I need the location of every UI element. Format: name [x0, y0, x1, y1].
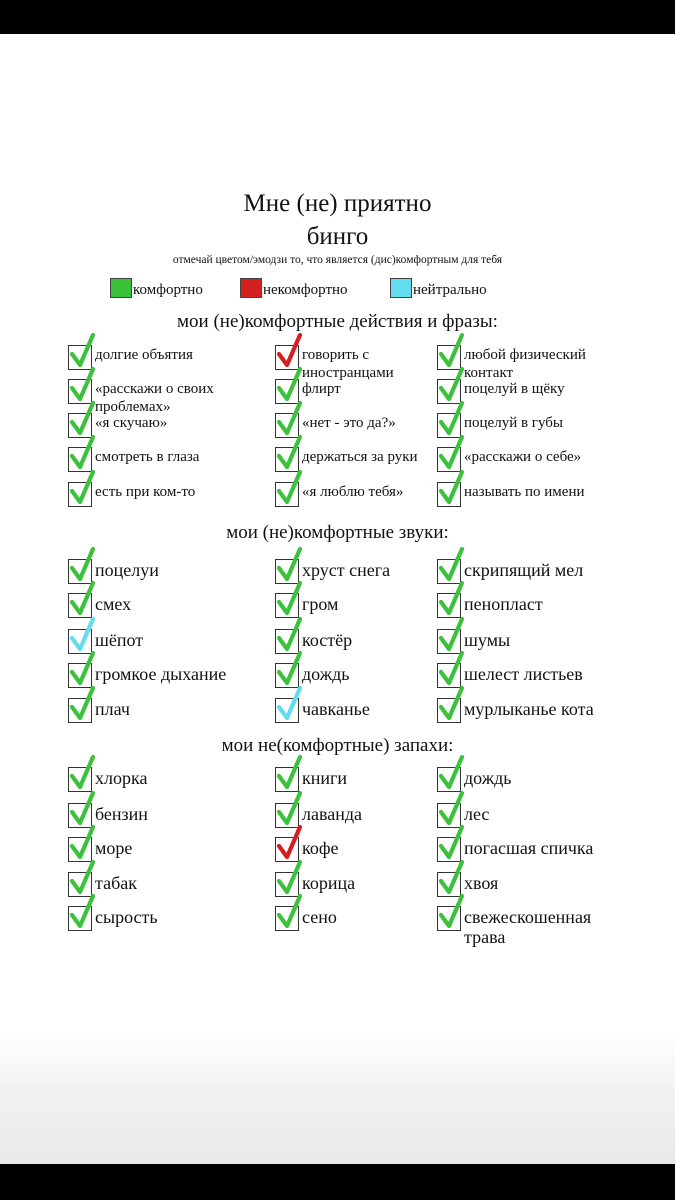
checkbox[interactable]	[275, 593, 299, 618]
checkbox[interactable]	[437, 379, 461, 404]
item-label-line: шелест листьев	[464, 664, 583, 684]
item-label-line: «нет - это да?»	[302, 415, 396, 431]
item-label	[464, 630, 510, 650]
item-label	[302, 594, 338, 614]
checkbox[interactable]	[437, 345, 461, 370]
checkbox[interactable]	[437, 906, 461, 931]
item-label-line: «я люблю тебя»	[302, 484, 404, 500]
item-label-line: смотреть в глаза	[95, 449, 200, 465]
section-title-actions: мои (не)комфортные действия и фразы:	[177, 311, 498, 332]
checkbox[interactable]	[275, 482, 299, 507]
item-label-line: «я скучаю»	[95, 415, 168, 431]
checkbox[interactable]	[68, 593, 92, 618]
red-swatch-icon	[240, 278, 262, 298]
subtitle: отмечай цветом/эмодзи то, что является (дис)комфортным для тебя	[172, 254, 503, 266]
checkbox[interactable]	[68, 803, 92, 828]
item-label	[95, 346, 193, 364]
checkbox[interactable]	[437, 482, 461, 507]
item-label	[464, 346, 586, 382]
checkbox[interactable]	[68, 629, 92, 654]
title-line-1: Мне (не) приятно	[243, 190, 432, 217]
item-label-line: поцелуй в губы	[464, 415, 563, 431]
checkbox[interactable]	[437, 698, 461, 723]
item-label-line: кофе	[302, 838, 339, 858]
item-label-line: «расскажи о себе»	[464, 449, 582, 465]
checkbox[interactable]	[68, 447, 92, 472]
title-line-2: бинго	[306, 223, 369, 250]
item-label	[302, 630, 352, 650]
item-label	[95, 804, 148, 824]
item-label	[302, 664, 350, 684]
checkbox[interactable]	[68, 482, 92, 507]
item-label-line: любой физический	[464, 347, 586, 363]
item-label	[95, 380, 214, 416]
item-label-line: поцелуй в щёку	[464, 381, 565, 397]
item-label-line: книги	[302, 768, 348, 788]
checkbox[interactable]	[437, 413, 461, 438]
checkbox[interactable]	[68, 767, 92, 792]
item-label-line: скрипящий мел	[464, 560, 584, 580]
item-label-line: держаться за руки	[302, 449, 418, 465]
item-label-line: долгие объятия	[95, 347, 193, 363]
section-title-smells: мои не(комфортные) запахи:	[221, 735, 454, 756]
item-label	[95, 448, 199, 466]
checkbox[interactable]	[437, 447, 461, 472]
item-label-line: чавканье	[302, 699, 370, 719]
checkbox[interactable]	[275, 906, 299, 931]
checkbox[interactable]	[437, 593, 461, 618]
item-label-line: лаванда	[302, 804, 363, 824]
bingo-sheet	[0, 34, 675, 1164]
item-label-line: костёр	[302, 630, 353, 650]
section-title-sounds: мои (не)комфортные звуки:	[226, 522, 449, 543]
item-label	[95, 699, 130, 719]
item-label-line: сырость	[95, 907, 158, 927]
bottom-fade	[0, 1034, 675, 1164]
item-label-line: корица	[302, 873, 356, 893]
item-label	[302, 560, 390, 580]
checkbox[interactable]	[275, 559, 299, 584]
checkbox[interactable]	[275, 837, 299, 862]
item-label	[302, 804, 362, 824]
item-label-line: контакт	[464, 365, 514, 381]
item-label-line: гром	[302, 594, 339, 614]
checkbox[interactable]	[437, 663, 461, 688]
item-label	[464, 907, 591, 947]
item-label-line: флирт	[302, 381, 341, 397]
item-label-line: пенопласт	[464, 594, 543, 614]
item-label-line: громкое дыхание	[95, 664, 227, 684]
item-label-line: иностранцами	[302, 365, 394, 381]
item-label	[464, 838, 593, 858]
item-label-line: лес	[464, 804, 490, 824]
checkbox[interactable]	[68, 663, 92, 688]
item-label	[464, 448, 581, 466]
checkbox[interactable]	[275, 345, 299, 370]
legend-label: нейтрально	[413, 282, 487, 298]
item-label	[464, 768, 512, 788]
checkbox[interactable]	[68, 413, 92, 438]
checkbox[interactable]	[68, 837, 92, 862]
item-label	[464, 414, 563, 432]
legend-item-neutral	[390, 278, 487, 299]
item-label	[95, 483, 195, 501]
green-swatch-icon	[110, 278, 132, 298]
checkbox[interactable]	[275, 413, 299, 438]
item-label	[464, 560, 583, 580]
item-label-line: сено	[302, 907, 337, 927]
item-label	[95, 414, 167, 432]
item-label	[302, 768, 347, 788]
item-label-line: плач	[95, 699, 130, 719]
item-label	[95, 560, 159, 580]
item-label	[464, 483, 585, 501]
item-label	[302, 838, 338, 858]
checkbox[interactable]	[275, 872, 299, 897]
legend-label: комфортно	[133, 282, 203, 298]
item-label	[95, 768, 147, 788]
item-label-line: дождь	[464, 768, 512, 788]
item-label-line: называть по имени	[464, 484, 585, 500]
checkbox[interactable]	[437, 629, 461, 654]
item-label-line: море	[95, 838, 133, 858]
checkbox[interactable]	[437, 559, 461, 584]
item-label-line: мурлыканье кота	[464, 699, 594, 719]
item-label-line: погасшая спичка	[464, 838, 594, 858]
item-label-line: бензин	[95, 804, 148, 824]
item-label-line: хруст снега	[302, 560, 391, 580]
checkbox[interactable]	[68, 559, 92, 584]
checkbox[interactable]	[68, 906, 92, 931]
checkbox[interactable]	[275, 698, 299, 723]
item-label-line: есть при ком-то	[95, 484, 196, 500]
item-label	[464, 873, 498, 893]
item-label	[302, 380, 341, 398]
item-label	[464, 804, 489, 824]
item-label-line: говорить с	[302, 347, 370, 363]
item-label-line: хлорка	[95, 768, 148, 788]
checkbox[interactable]	[275, 629, 299, 654]
item-label	[302, 699, 370, 719]
checkbox[interactable]	[275, 663, 299, 688]
checkbox[interactable]	[275, 767, 299, 792]
checkbox[interactable]	[275, 803, 299, 828]
checkbox[interactable]	[275, 379, 299, 404]
item-label	[95, 630, 143, 650]
item-label-line: шумы	[464, 630, 511, 650]
cyan-swatch-icon	[390, 278, 412, 298]
item-label-line: шёпот	[95, 630, 144, 650]
item-label	[302, 346, 394, 382]
item-label-line: «расскажи о своих	[95, 381, 214, 397]
legend-label: некомфортно	[263, 282, 348, 298]
item-label	[95, 664, 226, 684]
item-label	[464, 380, 565, 398]
checkbox[interactable]	[437, 837, 461, 862]
item-label-line: трава	[464, 927, 506, 947]
checkbox[interactable]	[275, 447, 299, 472]
item-label	[464, 594, 543, 614]
checkbox[interactable]	[68, 872, 92, 897]
checkbox[interactable]	[68, 698, 92, 723]
item-label-line: проблемах»	[95, 399, 171, 415]
item-label-line: смех	[95, 594, 132, 614]
item-label	[302, 907, 337, 927]
item-label-line: поцелуи	[95, 560, 159, 580]
item-label	[464, 699, 594, 719]
checkbox[interactable]	[437, 767, 461, 792]
item-label-line: дождь	[302, 664, 350, 684]
item-label	[464, 664, 583, 684]
item-label	[302, 483, 403, 501]
item-label	[302, 414, 396, 432]
item-label-line: свежескошенная	[464, 907, 592, 927]
item-label	[95, 873, 137, 893]
legend-item-uncomfortable	[240, 278, 348, 299]
checkbox[interactable]	[68, 379, 92, 404]
item-label	[95, 838, 132, 858]
legend-item-comfortable	[110, 278, 203, 299]
checkbox[interactable]	[437, 803, 461, 828]
item-label	[302, 448, 418, 466]
item-label	[95, 594, 131, 614]
checkbox[interactable]	[437, 872, 461, 897]
item-label-line: табак	[95, 873, 137, 893]
checkbox[interactable]	[68, 345, 92, 370]
item-label-line: хвоя	[464, 873, 499, 893]
item-label	[95, 907, 158, 927]
item-label	[302, 873, 355, 893]
